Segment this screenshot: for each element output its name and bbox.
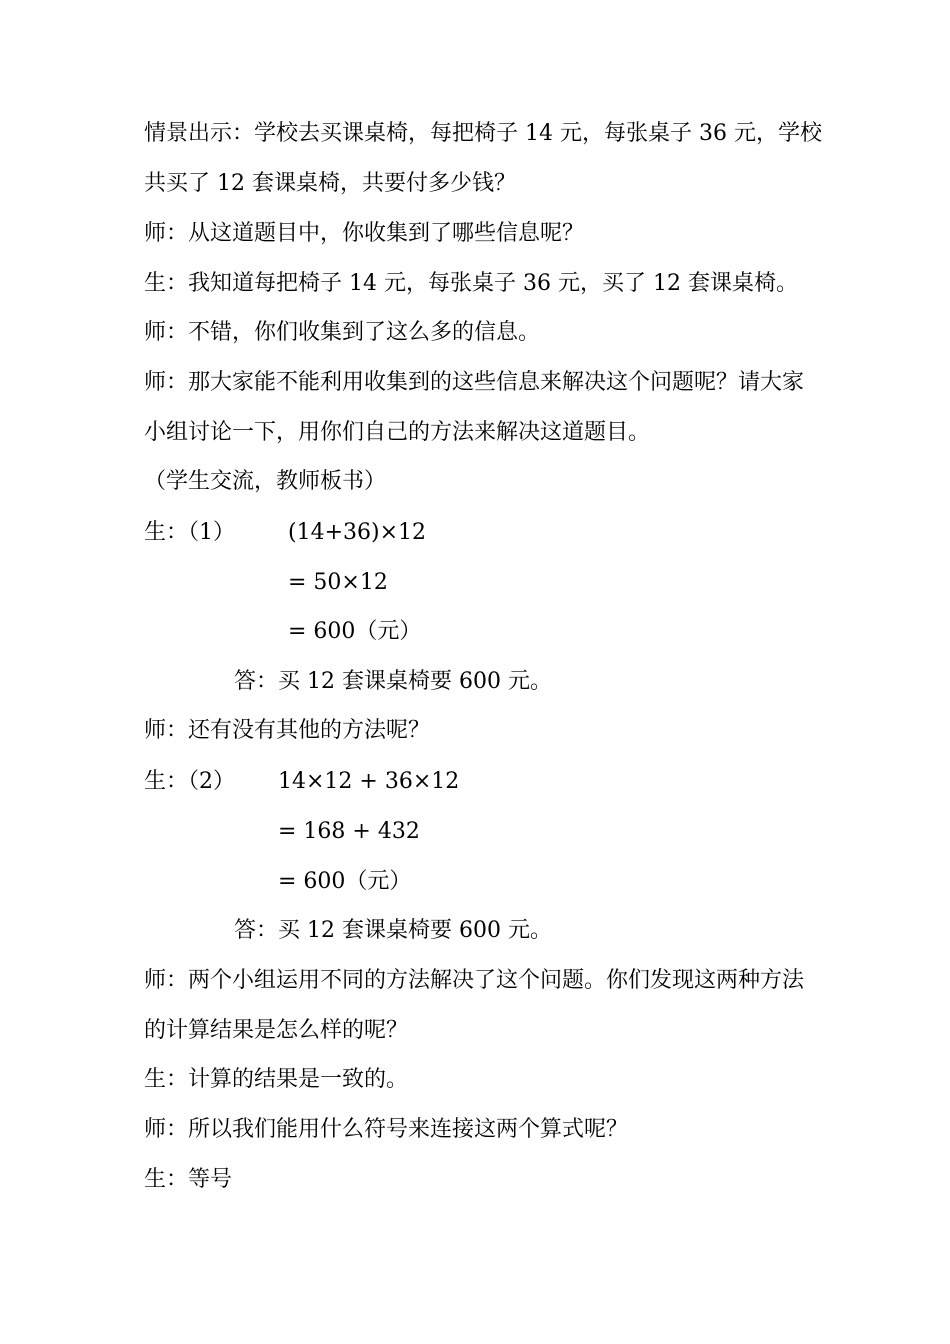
stage-direction: （学生交流，教师板书） (144, 469, 387, 494)
method-2-step-1: = 168 + 432 (278, 819, 420, 844)
method-1-expression-row (144, 513, 426, 553)
teacher-praise: 师：不错，你们收集到了这么多的信息。 (144, 320, 541, 345)
scenario-line-2: 共买了 12 套课桌椅，共要付多少钱？ (144, 171, 516, 196)
teacher-compare-line-2: 的计算结果是怎么样的呢？ (144, 1018, 409, 1043)
method-1-answer: 答：买 12 套课桌椅要 600 元。 (234, 669, 552, 694)
student-answer-equals: 生：等号 (144, 1167, 233, 1192)
method-2-expression: 14×12 + 36×12 (278, 769, 460, 794)
method-2-answer: 答：买 12 套课桌椅要 600 元。 (234, 918, 552, 943)
method-2-step-2: = 600（元） (278, 869, 412, 894)
student-result-same: 生：计算的结果是一致的。 (144, 1067, 409, 1092)
method-1-step-1: = 50×12 (288, 570, 388, 595)
method-2-label: 生：（2） (144, 769, 235, 794)
method-1-expression: (14+36)×12 (288, 520, 427, 545)
scenario-line-1: 情景出示：学校去买课桌椅，每把椅子 14 元，每张桌子 36 元，学校 (144, 121, 822, 146)
teacher-question-other-method: 师：还有没有其他的方法呢？ (144, 718, 431, 743)
teacher-compare-line-1: 师：两个小组运用不同的方法解决了这个问题。你们发现这两种方法 (144, 968, 805, 993)
method-1-step-2: = 600（元） (288, 619, 422, 644)
method-2-expression-row (144, 762, 459, 802)
method-1-label: 生：（1） (144, 520, 235, 545)
teacher-prompt-line-2: 小组讨论一下，用你们自己的方法来解决这道题目。 (144, 420, 651, 445)
teacher-question-info: 师：从这道题目中，你收集到了哪些信息呢？ (144, 221, 585, 246)
teacher-prompt-line-1: 师：那大家能不能利用收集到的这些信息来解决这个问题呢？请大家 (144, 370, 805, 395)
teacher-symbol-question: 师：所以我们能用什么符号来连接这两个算式呢？ (144, 1117, 629, 1142)
student-answer-info: 生：我知道每把椅子 14 元，每张桌子 36 元，买了 12 套课桌椅。 (144, 271, 798, 296)
